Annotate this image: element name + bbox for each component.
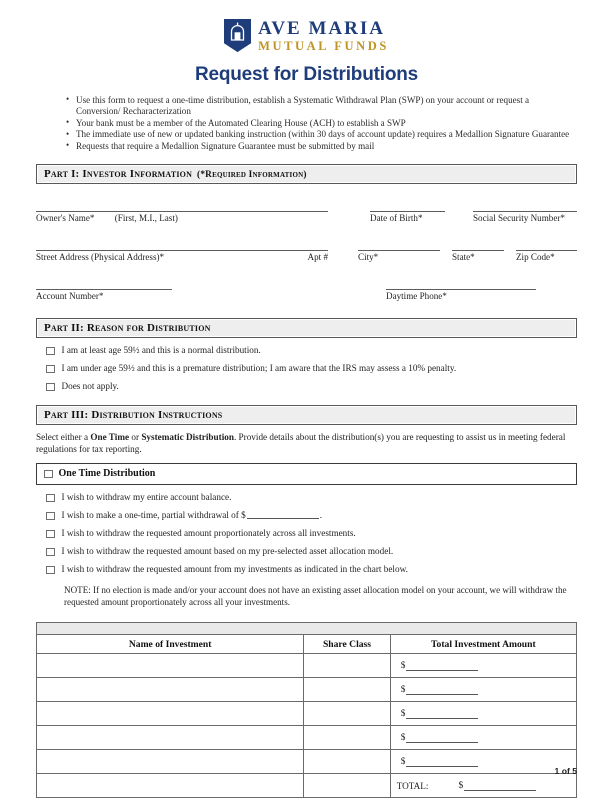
brand-logo xyxy=(36,0,577,53)
amount-cell[interactable] xyxy=(390,750,576,774)
table-row[interactable] xyxy=(37,678,577,702)
street-address-input[interactable] xyxy=(36,237,328,251)
checkbox-row-chart-below[interactable] xyxy=(36,564,577,575)
checkbox-row-entire-balance[interactable] xyxy=(36,492,577,503)
checkbox-row-normal-distribution[interactable] xyxy=(36,345,577,356)
table-row[interactable] xyxy=(37,654,577,678)
currency-symbol: $ xyxy=(400,756,406,767)
column-header-total-investment-amount: Total Investment Amount xyxy=(390,635,576,654)
total-amount-cell[interactable] xyxy=(390,774,576,798)
section-header-part-2 xyxy=(36,318,577,338)
field-owner-name[interactable] xyxy=(36,198,328,224)
checkbox-label: Does not apply. xyxy=(61,381,119,392)
checkbox-row-premature-distribution[interactable] xyxy=(36,363,577,374)
table-row[interactable] xyxy=(37,702,577,726)
intro-text-2: or xyxy=(129,432,142,443)
total-row-name-cell xyxy=(37,774,304,798)
ssn-label: Social Security Number* xyxy=(473,213,565,224)
owner-name-hint: (First, M.I., Last) xyxy=(114,213,178,224)
currency-symbol: $ xyxy=(400,660,406,671)
partial-withdrawal-suffix: . xyxy=(319,510,322,521)
amount-cell[interactable] xyxy=(390,678,576,702)
checkbox-does-not-apply[interactable] xyxy=(46,383,55,392)
part-1-heading: Part I: Investor Information xyxy=(44,167,193,180)
part-1-fields xyxy=(36,198,577,302)
checkbox-row-partial-withdrawal[interactable] xyxy=(36,510,577,521)
owner-name-input[interactable] xyxy=(36,198,328,212)
table-row[interactable] xyxy=(37,726,577,750)
one-time-distribution-label: One Time Distribution xyxy=(58,468,156,480)
currency-symbol: $ xyxy=(400,684,406,695)
daytime-phone-label: Daytime Phone* xyxy=(386,291,447,302)
city-input[interactable] xyxy=(358,237,440,251)
city-label: City* xyxy=(358,252,379,263)
election-note: NOTE: If no election is made and/or your account does not have an existing asset allocation model on your account, we will withdraw the requested amount proportionately across all your investments. xyxy=(64,585,567,607)
intro-text-3: . Provide details about the distribution(s) you are requesting to assist us in meeting federal regulations for tax reporting. xyxy=(36,432,566,454)
zip-input[interactable] xyxy=(516,237,577,251)
total-label: TOTAL: xyxy=(396,780,429,791)
chapel-banner-logo-icon xyxy=(224,19,251,52)
partial-amount-input[interactable] xyxy=(247,510,319,519)
part-2-heading: Part II: Reason for Distribution xyxy=(44,321,211,334)
part-1-required-note: (*Required Information) xyxy=(197,169,307,180)
checkbox-label: I wish to withdraw my entire account balance. xyxy=(61,492,232,503)
amount-input[interactable] xyxy=(406,661,478,671)
brand-name-primary: AVE MARIA xyxy=(258,18,385,39)
ssn-input[interactable] xyxy=(473,198,577,212)
currency-symbol: $ xyxy=(400,732,406,743)
field-date-of-birth[interactable] xyxy=(370,198,445,224)
page-indicator: 1 of 5 xyxy=(554,766,577,776)
date-of-birth-input[interactable] xyxy=(370,198,445,212)
investment-name-input[interactable] xyxy=(37,678,304,702)
amount-cell[interactable] xyxy=(390,702,576,726)
zip-label: Zip Code* xyxy=(516,252,555,263)
instructions-list xyxy=(36,95,577,153)
checkbox-row-asset-allocation-model[interactable] xyxy=(36,546,577,557)
share-class-input[interactable] xyxy=(304,678,390,702)
intro-bold-systematic: Systematic Distribution xyxy=(141,432,234,443)
total-amount-input[interactable] xyxy=(464,781,536,791)
one-time-distribution-box[interactable] xyxy=(36,463,577,485)
investment-table xyxy=(36,622,577,798)
field-zip[interactable] xyxy=(516,237,577,263)
page-title: Request for Distributions xyxy=(194,63,418,85)
list-item: • Use this form to request a one-time distribution, establish a Systematic Withdrawal Plan (SWP) on your account or request a Conversion/ Recharacterization xyxy=(66,95,571,118)
owner-name-label: Owner's Name* xyxy=(36,213,95,224)
account-number-input[interactable] xyxy=(36,276,172,290)
amount-cell[interactable] xyxy=(390,654,576,678)
partial-withdrawal-label: I wish to make a one-time, partial withdrawal of $ xyxy=(61,510,246,521)
checkbox-label: I wish to withdraw the requested amount based on my pre-selected asset allocation model. xyxy=(61,546,394,557)
date-of-birth-label: Date of Birth* xyxy=(370,213,423,224)
street-address-label: Street Address (Physical Address)* xyxy=(36,252,165,263)
checkbox-label: I wish to withdraw the requested amount from my investments as indicated in the chart below. xyxy=(61,564,408,575)
currency-symbol: $ xyxy=(458,780,464,791)
field-state[interactable] xyxy=(452,237,504,263)
amount-input[interactable] xyxy=(406,757,478,767)
part-3-intro xyxy=(36,432,577,455)
investment-name-input[interactable] xyxy=(37,726,304,750)
column-header-share-class: Share Class xyxy=(304,635,390,654)
checkbox-premature-distribution[interactable] xyxy=(46,365,55,374)
field-city[interactable] xyxy=(358,237,440,263)
list-item: • Your bank must be a member of the Automated Clearing House (ACH) to establish a SWP xyxy=(66,118,571,130)
field-ssn[interactable] xyxy=(473,198,577,224)
checkbox-row-does-not-apply[interactable] xyxy=(36,381,577,392)
part-2-options xyxy=(36,345,577,392)
checkbox-asset-allocation-model[interactable] xyxy=(46,548,55,557)
checkbox-chart-below[interactable] xyxy=(46,566,55,575)
field-daytime-phone[interactable] xyxy=(386,276,536,302)
total-row-share-class-cell xyxy=(304,774,390,798)
table-row[interactable] xyxy=(37,750,577,774)
amount-cell[interactable] xyxy=(390,726,576,750)
checkbox-partial-withdrawal[interactable] xyxy=(46,512,55,521)
field-account-number[interactable] xyxy=(36,276,172,302)
column-header-name-of-investment: Name of Investment xyxy=(37,635,304,654)
table-header-row xyxy=(37,635,577,654)
amount-input[interactable] xyxy=(406,733,478,743)
checkbox-entire-balance[interactable] xyxy=(46,494,55,503)
investment-name-input[interactable] xyxy=(37,702,304,726)
checkbox-proportionate[interactable] xyxy=(46,530,55,539)
checkbox-row-proportionate[interactable] xyxy=(36,528,577,539)
checkbox-label: I am at least age 59½ and this is a normal distribution. xyxy=(61,345,261,356)
amount-input[interactable] xyxy=(406,685,478,695)
daytime-phone-input[interactable] xyxy=(386,276,536,290)
checkbox-label: I wish to withdraw the requested amount proportionately across all investments. xyxy=(61,528,356,539)
currency-symbol: $ xyxy=(400,708,406,719)
intro-bold-one-time: One Time xyxy=(90,432,130,443)
brand-name-secondary: MUTUAL FUNDS xyxy=(258,39,389,53)
intro-text-1: Select either a xyxy=(36,432,91,443)
apt-label: Apt # xyxy=(307,252,328,263)
share-class-input[interactable] xyxy=(304,750,390,774)
table-total-row[interactable] xyxy=(37,774,577,798)
investment-name-input[interactable] xyxy=(37,750,304,774)
state-label: State* xyxy=(452,252,475,263)
section-header-part-1 xyxy=(36,164,577,184)
share-class-input[interactable] xyxy=(304,726,390,750)
table-top-strip xyxy=(37,623,577,635)
checkbox-label: I am under age 59½ and this is a premature distribution; I am aware that the IRS may assess a 10% penalty. xyxy=(61,363,457,374)
checkbox-normal-distribution[interactable] xyxy=(46,347,55,356)
section-header-part-3 xyxy=(36,405,577,425)
field-street-address[interactable] xyxy=(36,237,328,263)
account-number-label: Account Number* xyxy=(36,291,104,302)
part-3-heading: Part III: Distribution Instructions xyxy=(44,408,223,421)
share-class-input[interactable] xyxy=(304,654,390,678)
amount-input[interactable] xyxy=(406,709,478,719)
investment-name-input[interactable] xyxy=(37,654,304,678)
share-class-input[interactable] xyxy=(304,702,390,726)
part-3-options xyxy=(36,492,577,575)
state-input[interactable] xyxy=(452,237,504,251)
list-item: • Requests that require a Medallion Signature Guarantee must be submitted by mail xyxy=(66,141,571,153)
list-item: • The immediate use of new or updated banking instruction (within 30 days of account update) requires a Medallion Signature Guarantee xyxy=(66,129,571,141)
checkbox-one-time-distribution[interactable] xyxy=(44,470,53,479)
